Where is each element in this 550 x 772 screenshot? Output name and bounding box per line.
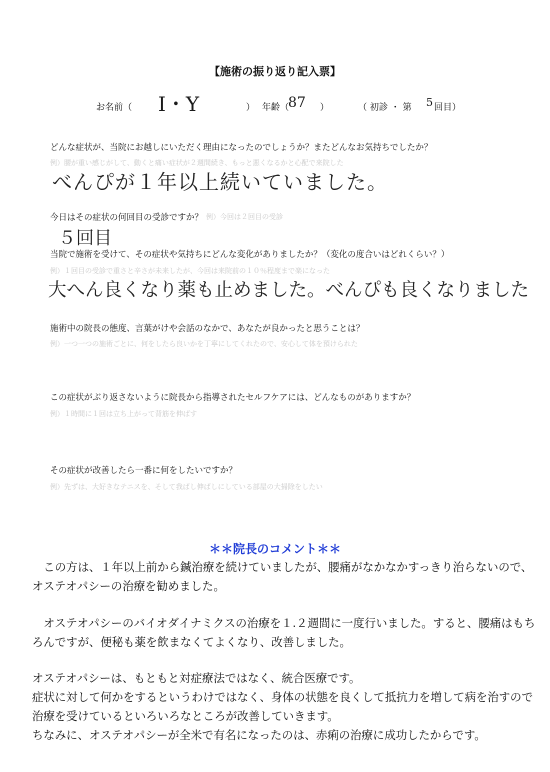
- visit-prefix: （ 初診 ・ 第: [358, 103, 412, 113]
- visit-suffix: 回目）: [434, 103, 462, 113]
- comment-heading: ＊＊院長のコメント＊＊: [208, 542, 341, 556]
- name-label: お名前（: [96, 103, 133, 113]
- example-6: 例）先ずは、大好きなテニスを、そして我ばし伸ばしにしている部屋の大掃除をしたい: [50, 483, 323, 491]
- comment-paragraph-1: この方は、１年以上前から鍼治療を続けていましたが、腰痛がなかなかすっきり治らないので、オステオパシーの治療を勧めました。: [32, 560, 533, 593]
- example-5: 例）１時間に１回は立ち上がって背筋を伸ばす: [50, 410, 197, 418]
- form-title: 【施術の振り返り記入票】: [209, 65, 341, 78]
- example-4: 例）一つ一つの施術ごとに、何をしたら良いかを丁寧にしてくれたので、安心して体を預けられた: [50, 340, 358, 348]
- example-1: 例）腰が重い感じがして、動くと痛い症状が２週間続き、もっと悪くなるかと心配で来院した: [50, 159, 344, 167]
- question-6: その症状が改善したら一番に何をしたいですか？: [50, 466, 238, 476]
- comment-paragraph-3-line-3: ちなみに、オステオパシーが全米で有名になったのは、赤痢の治療に成功したからです。: [32, 728, 486, 742]
- answer-3: 大へん良くなり薬も止めました。べんぴも良くなりました: [48, 280, 530, 301]
- age-label: 年齢（: [262, 103, 290, 113]
- question-5: この症状がぶり返さないように院長から指導されたセルフケアには、どんなものがありますか？: [50, 393, 416, 403]
- comment-paragraph-2: オステオパシーのバイオダイナミクスの治療を１.２週間に一度行いました。すると、腰痛はもちろんですが、便秘も薬を飲まなくてよくなり、改善しました。: [32, 616, 536, 649]
- comment-paragraph-3-line-2: 症状に対して何かをするというわけではなく、身体の状態を良くして抵抗力を増して病を治すので治療を受けているといろいろなところが改善していきます。: [32, 690, 533, 723]
- example-2: 例）今回は２回目の受診: [206, 213, 283, 221]
- answer-2: ５回目: [58, 228, 112, 249]
- age-value: 87: [288, 95, 306, 111]
- example-3: 例）１回目の受診で重さと辛さが未来したが、今回は来院前の１０％程度まで楽になった: [50, 267, 330, 275]
- comment-paragraph-3-line-1: オステオパシーは、もともと対症療法ではなく、統合医療です。: [32, 671, 361, 685]
- name-close: ）: [246, 103, 256, 113]
- name-value: I・Y: [158, 92, 200, 116]
- visit-value: 5: [426, 96, 433, 109]
- question-4: 施術中の院長の態度、言葉がけや会話のなかで、あなたが良かったと思うことは？: [50, 324, 365, 334]
- question-3: 当院で施術を受けて、その症状や気持ちにどんな変化がありましたか？（変化の度合いはどれくらい？）: [50, 250, 450, 260]
- answer-1: べんぴが１年以上続いていました。: [52, 170, 388, 194]
- age-close: ）: [320, 103, 330, 113]
- question-1: どんな症状が、当院にお越しにいただく理由になったのでしょうか？またどんなお気持ちでしたか？: [50, 143, 433, 153]
- question-2: 今日はその症状の何回目の受診ですか？: [50, 213, 204, 223]
